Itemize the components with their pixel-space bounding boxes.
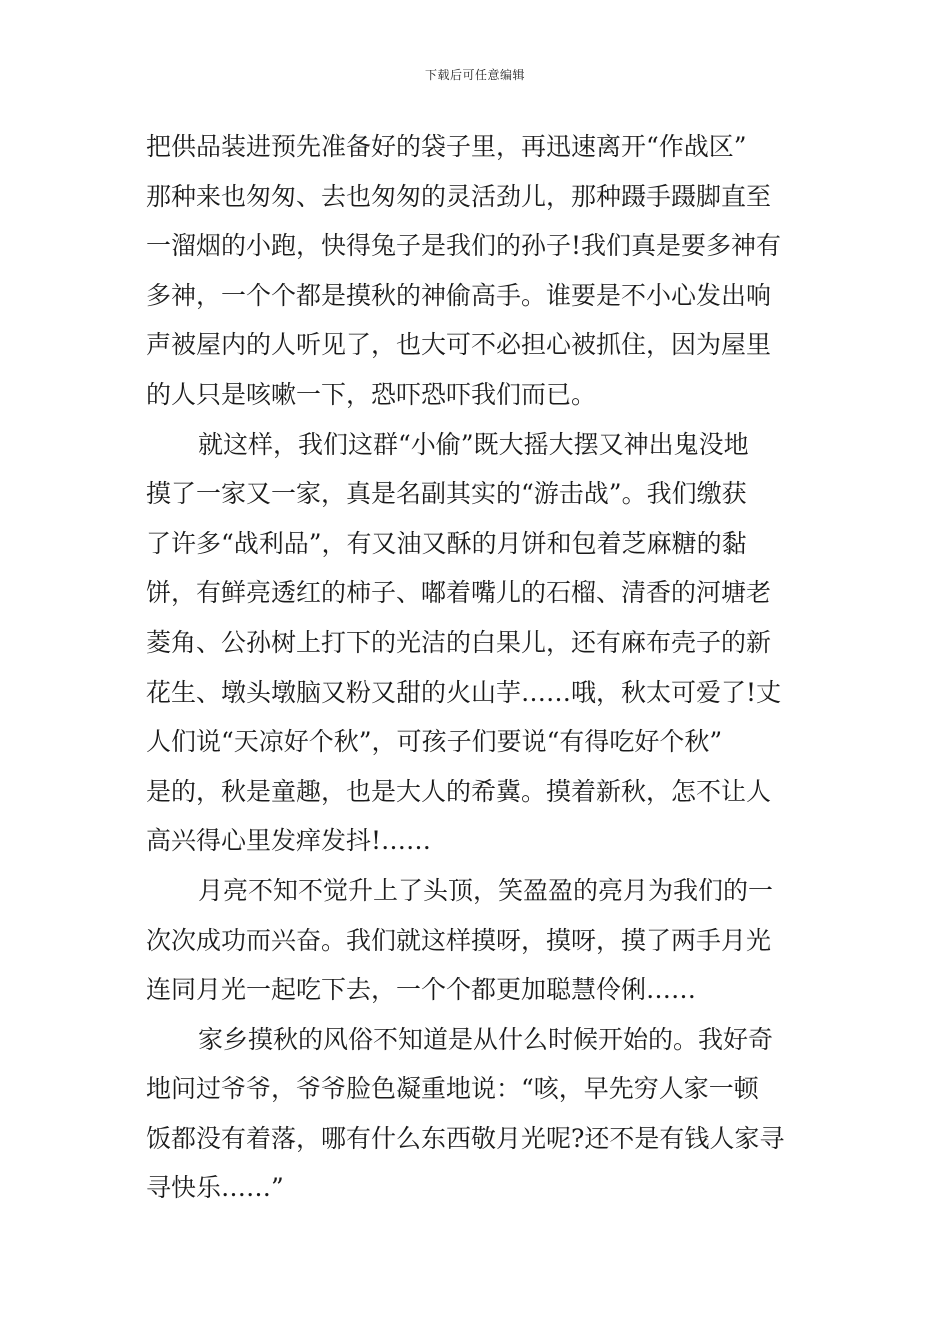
paragraph-first-line: 就这样，我们这群“小偷”既大摇大摆又神出鬼没地 bbox=[198, 429, 749, 459]
paragraph-first-line: 家乡摸秋的风俗不知道是从什么时候开始的。我好奇 bbox=[198, 1024, 774, 1054]
text-line: 人们说“天凉好个秋”，可孩子们要说“有得吃好个秋” bbox=[146, 727, 723, 757]
text-line: 的人只是咳嗽一下，恐吓恐吓我们而已。 bbox=[146, 379, 597, 409]
text-line: 声被屋内的人听见了，也大可不必担心被抓住，因为屋里 bbox=[146, 330, 772, 360]
text-line: 连同月光一起吃下去，一个个都更加聪慧伶俐…… bbox=[146, 975, 697, 1005]
text-line: 一溜烟的小跑，快得兔子是我们的孙子!我们真是要多神有 bbox=[146, 231, 782, 261]
text-line: 饭都没有着落，哪有什么东西敬月光呢?还不是有钱人家寻 bbox=[146, 1123, 785, 1153]
text-line: 次次成功而兴奋。我们就这样摸呀，摸呀，摸了两手月光 bbox=[146, 925, 772, 955]
document-body bbox=[146, 122, 810, 1213]
page-header: 下载后可任意编辑 bbox=[424, 68, 525, 82]
text-line: 那种来也匆匆、去也匆匆的灵活劲儿，那种蹑手蹑脚直至 bbox=[146, 181, 772, 211]
text-line: 菱角、公孙树上打下的光洁的白果儿，还有麻布壳子的新 bbox=[146, 627, 772, 657]
text-line: 寻快乐……” bbox=[146, 1173, 284, 1203]
text-line: 饼，有鲜亮透红的柿子、嘟着嘴儿的石榴、清香的河塘老 bbox=[146, 578, 772, 608]
text-line: 了许多“战利品”，有又油又酥的月饼和包着芝麻糖的黏 bbox=[146, 528, 747, 558]
text-line: 高兴得心里发痒发抖!…… bbox=[146, 826, 432, 856]
text-line: 把供品装进预先准备好的袋子里，再迅速离开“作战区” bbox=[146, 132, 747, 161]
text-line: 地问过爷爷，爷爷脸色凝重地说：“咳，早先穷人家一顿 bbox=[146, 1074, 759, 1104]
text-line: 花生、墩头墩脑又粉又甜的火山芋……哦，秋太可爱了!丈 bbox=[146, 677, 782, 707]
text-line: 多神，一个个都是摸秋的神偷高手。谁要是不小心发出响 bbox=[146, 280, 772, 310]
text-line: 是的，秋是童趣，也是大人的希冀。摸着新秋，怎不让人 bbox=[146, 776, 772, 806]
text-line: 摸了一家又一家，真是名副其实的“游击战”。我们缴获 bbox=[146, 479, 747, 509]
paragraph-first-line: 月亮不知不觉升上了头顶，笑盈盈的亮月为我们的一 bbox=[198, 875, 774, 905]
